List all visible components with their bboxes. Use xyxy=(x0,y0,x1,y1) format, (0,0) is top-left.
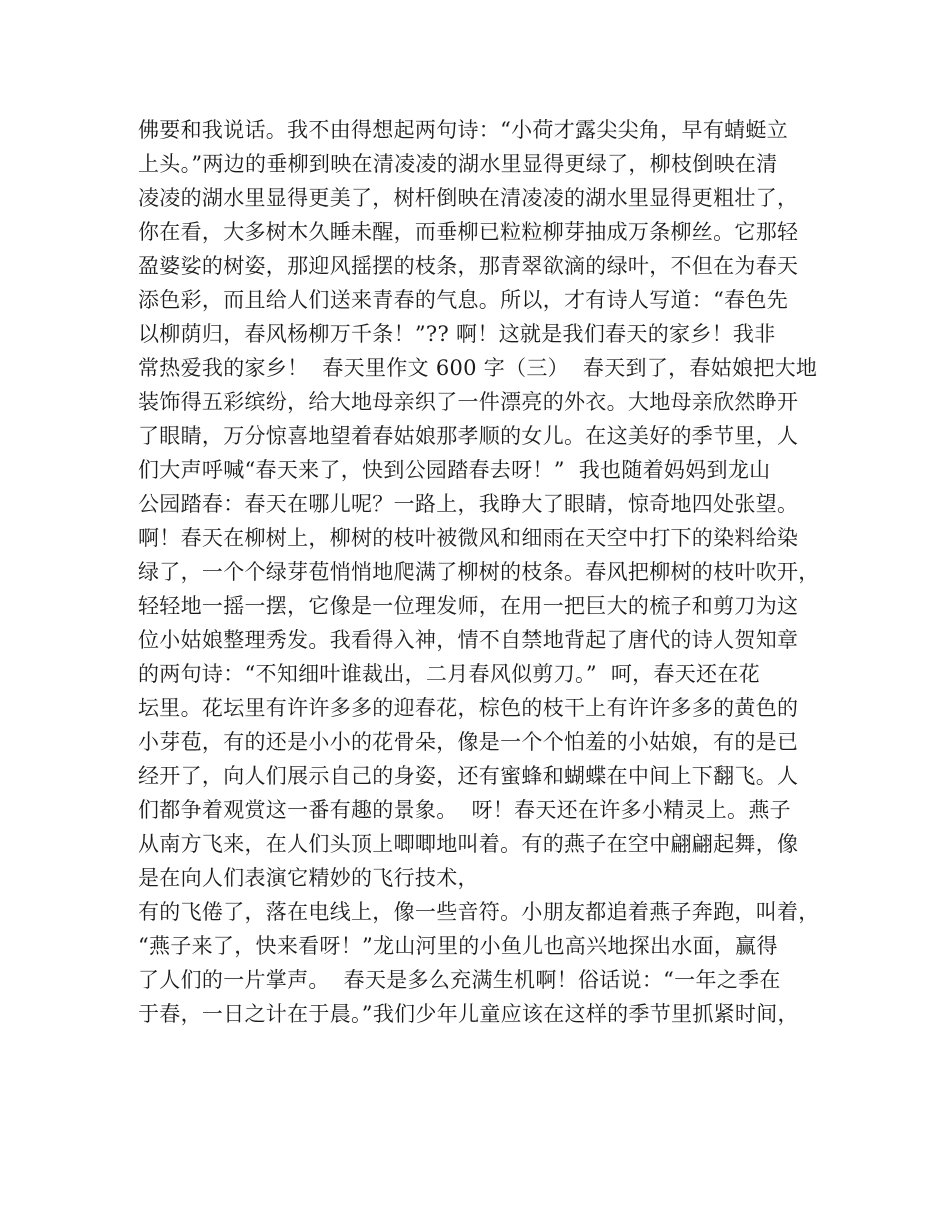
text-line: 装饰得五彩缤纷，给大地母亲织了一件漂亮的外衣。大地母亲欣然睁开 xyxy=(138,390,799,414)
text-line: “燕子来了，快来看呀！”龙山河里的小鱼儿也高兴地探出水面，赢得 xyxy=(138,934,778,958)
text-line: 添色彩，而且给人们送来青春的气息。所以，才有诗人写道：“春色先 xyxy=(138,288,789,312)
text-line: 于春，一日之计在于晨。”我们少年儿童应该在这样的季节里抓紧时间， xyxy=(138,1002,799,1026)
text-line: 以柳荫归，春风杨柳万千条！”?? 啊！这就是我们春天的家乡！我非 xyxy=(138,322,776,346)
text-line: 坛里。花坛里有许许多多的迎春花，棕色的枝干上有许许多多的黄色的 xyxy=(138,696,799,720)
text-line: 公园踏春：春天在哪儿呢？一路上，我睁大了眼睛，惊奇地四处张望。 xyxy=(138,492,799,516)
text-line: 位小姑娘整理秀发。我看得入神，情不自禁地背起了唐代的诗人贺知章 xyxy=(138,628,799,652)
text-line: 是在向人们表演它精妙的飞行技术， xyxy=(138,866,479,890)
text-line: 了人们的一片掌声。 春天是多么充满生机啊！俗话说：“一年之季在 xyxy=(138,968,781,992)
text-line: 你在看，大多树木久睡未醒，而垂柳已粒粒柳芽抽成万条柳丝。它那轻 xyxy=(138,220,799,244)
text-line: 们都争着观赏这一番有趣的景象。 呀！春天还在许多小精灵上。燕子 xyxy=(138,798,791,822)
body-text xyxy=(138,113,828,1031)
text-line: 小芽苞，有的还是小小的花骨朵，像是一个个怕羞的小姑娘，有的是已 xyxy=(138,730,799,754)
text-line: 常热爱我的家乡！ 春天里作文 600 字（三） 春天到了，春姑娘把大地 xyxy=(138,356,818,380)
text-line: 佛要和我说话。我不由得想起两句诗：“小荷才露尖尖角，早有蜻蜓立 xyxy=(138,118,789,142)
text-line: 了眼睛，万分惊喜地望着春姑娘那孝顺的女儿。在这美好的季节里，人 xyxy=(138,424,799,448)
text-line: 的两句诗：“不知细叶谁裁出，二月春风似剪刀。” 呵，春天还在花 xyxy=(138,662,760,686)
text-line: 绿了，一个个绿芽苞悄悄地爬满了柳树的枝条。春风把柳树的枝叶吹开， xyxy=(138,560,820,584)
text-line: 轻轻地一摇一摆，它像是一位理发师，在用一把巨大的梳子和剪刀为这 xyxy=(138,594,799,618)
text-line: 凌凌的湖水里显得更美了，树杆倒映在清凌凌的湖水里显得更粗壮了， xyxy=(138,186,799,210)
text-line: 盈婆娑的树姿，那迎风摇摆的枝条，那青翠欲滴的绿叶，不但在为春天 xyxy=(138,254,799,278)
text-line: 从南方飞来，在人们头顶上唧唧地叫着。有的燕子在空中翩翩起舞，像 xyxy=(138,832,799,856)
text-line: 上头。”两边的垂柳到映在清凌凌的湖水里显得更绿了，柳枝倒映在清 xyxy=(138,152,778,176)
text-line: 经开了，向人们展示自己的身姿，还有蜜蜂和蝴蝶在中间上下翻飞。人 xyxy=(138,764,799,788)
text-line: 们大声呼喊“春天来了，快到公园踏春去呀！” 我也随着妈妈到龙山 xyxy=(138,458,771,482)
text-line: 有的飞倦了，落在电线上，像一些音符。小朋友都追着燕子奔跑，叫着， xyxy=(138,900,820,924)
text-line: 啊！春天在柳树上，柳树的枝叶被微风和细雨在天空中打下的染料给染 xyxy=(138,526,799,550)
